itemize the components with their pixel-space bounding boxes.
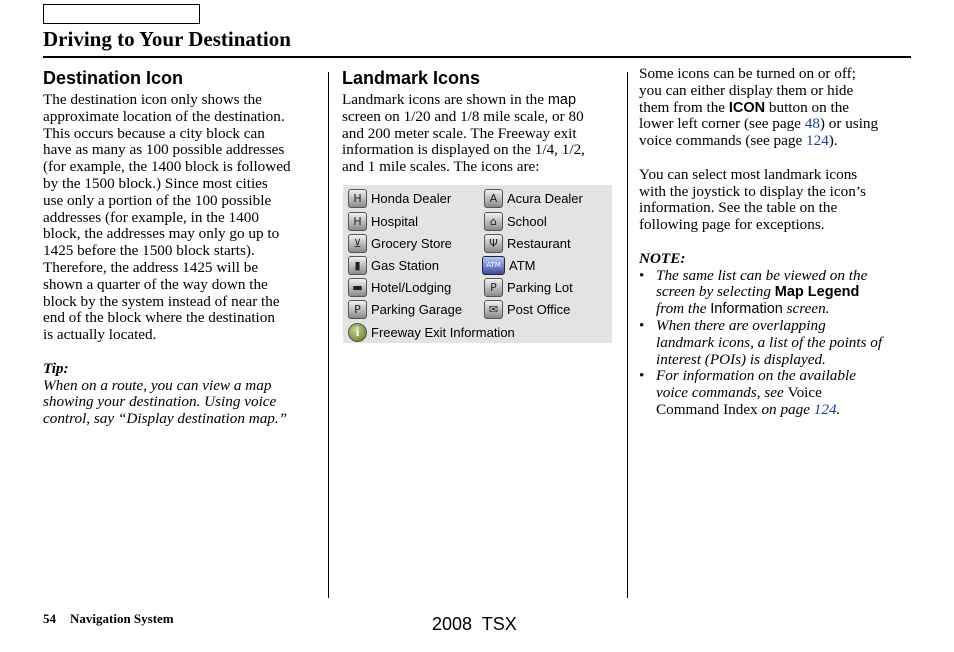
- text-line: use only a portion of the 100 possible: [43, 191, 272, 209]
- page-link-48[interactable]: 48: [804, 115, 820, 133]
- page-link-124[interactable]: 124: [813, 400, 837, 418]
- text-line: The destination icon only shows the: [43, 91, 262, 108]
- footer-section: Navigation System: [70, 611, 174, 626]
- icon-row: [343, 187, 612, 209]
- icon-row: [343, 232, 612, 254]
- text-line: and 200 meter scale. The Freeway exit: [342, 124, 577, 142]
- footer-model: 2008 TSX: [432, 614, 517, 634]
- icon-label: Hotel/Lodging: [371, 279, 452, 295]
- information-screen-label: Information: [710, 301, 783, 318]
- column-icon-options: [639, 66, 919, 419]
- icon-row: [343, 254, 612, 276]
- text-line: This occurs because a city block can: [43, 124, 265, 142]
- text-line: screen on 1/20 and 1/8 mile scale, or 80: [342, 107, 584, 125]
- text-line: shown a quarter of the way down the: [43, 275, 268, 293]
- icon-button-label: ICON: [728, 99, 766, 116]
- school-icon: ⌂: [484, 212, 503, 231]
- destination-icon-paragraph: [43, 92, 321, 344]
- text-line: information. See the table on the: [639, 199, 838, 217]
- text-line: following page for exceptions.: [639, 216, 825, 234]
- gas-pump-icon: ▮: [348, 256, 367, 275]
- header-tab-box: [43, 4, 200, 24]
- icon-label: Grocery Store: [371, 235, 452, 251]
- text-line: is actually located.: [43, 326, 157, 344]
- icon-label: Parking Lot: [507, 279, 573, 295]
- text-line: end of the block where the destination: [43, 309, 275, 327]
- map-legend-label: Map Legend: [774, 284, 860, 301]
- joystick-paragraph: [639, 167, 919, 234]
- text-line: with the joystick to display the icon’s: [639, 182, 866, 200]
- map-screen-label: map: [547, 92, 577, 108]
- section-heading-landmark-icons: Landmark Icons: [342, 68, 481, 88]
- section-heading-destination-icon: Destination Icon: [43, 68, 184, 88]
- icon-row: [343, 321, 612, 343]
- icon-label: Acura Dealer: [507, 190, 583, 206]
- landmark-icon-table: [343, 185, 612, 343]
- text-line: them from the ICON button on the: [639, 98, 850, 116]
- info-icon: i: [348, 323, 367, 342]
- text-line: you can either display them or hide: [639, 81, 854, 99]
- text-line: and 1 mile scales. The icons are:: [342, 158, 540, 176]
- text-line: Some icons can be turned on or off;: [639, 65, 856, 82]
- icon-row: [343, 210, 612, 232]
- voice-command-index-ref: Voice: [787, 384, 822, 402]
- icon-row: [343, 298, 612, 320]
- text-line: block by the system instead of near the: [43, 292, 280, 310]
- note-label: NOTE:: [639, 249, 686, 267]
- parking-garage-icon: P: [348, 300, 367, 319]
- list-item: • For information on the available voice commands, see Voice Command Index on page 124.: [639, 367, 856, 418]
- note-list: [639, 268, 919, 419]
- parking-lot-icon: P: [484, 278, 503, 297]
- icon-label: School: [507, 213, 547, 229]
- post-office-icon: ✉: [484, 300, 503, 319]
- text-line: 1425 before the 1500 block starts).: [43, 242, 255, 260]
- icon-label: Gas Station: [371, 257, 439, 273]
- footer: [43, 611, 174, 627]
- text-line: by the 1500 block.) Since most cities: [43, 174, 268, 192]
- text-line: approximate location of the destination.: [43, 107, 285, 125]
- text-line: addresses (for example, in the 1400: [43, 208, 259, 226]
- restaurant-icon: Ψ: [484, 234, 503, 253]
- column-divider-2: [627, 72, 628, 598]
- acura-logo-icon: A: [484, 189, 503, 208]
- tip-text: [43, 378, 321, 428]
- icon-label: Freeway Exit Information: [371, 324, 515, 340]
- text-line: block, the addresses may only go up to: [43, 225, 280, 243]
- icon-label: Hospital: [371, 213, 418, 229]
- grocery-cart-icon: ⊻: [348, 234, 367, 253]
- text-line: voice commands (see page 124).: [639, 132, 838, 150]
- icon-toggle-paragraph: [639, 66, 919, 150]
- text-line: You can select most landmark icons: [639, 165, 858, 183]
- page-number: 54: [43, 611, 56, 626]
- tip-label: Tip:: [43, 359, 69, 377]
- text-line: have as many as 100 possible addresses: [43, 141, 285, 159]
- column-destination-icon: [43, 66, 321, 428]
- icon-label: Restaurant: [507, 235, 571, 251]
- honda-logo-icon: H: [348, 189, 367, 208]
- icon-label: Post Office: [507, 301, 571, 317]
- icon-label: ATM: [509, 257, 536, 273]
- text-line: showing your destination. Using voice: [43, 393, 277, 411]
- column-divider-1: [328, 72, 329, 598]
- text-line: (for example, the 1400 block is followed: [43, 158, 291, 176]
- icon-label: Parking Garage: [371, 301, 463, 317]
- icon-label: Honda Dealer: [371, 190, 452, 206]
- hotel-bed-icon: ▬: [348, 278, 367, 297]
- text-line: information is displayed on the 1/4, 1/2,: [342, 141, 585, 159]
- text-line: When on a route, you can view a map: [43, 376, 272, 394]
- list-item: • The same list can be viewed on the screen by selecting Map Legend from the Information screen.: [639, 266, 868, 318]
- column-landmark-icons: [342, 66, 622, 176]
- text-line: lower left corner (see page 48) or using: [639, 115, 879, 133]
- hospital-icon: H: [348, 212, 367, 231]
- icon-row: [343, 276, 612, 298]
- text-line: control, say “Display destination map.”: [43, 410, 288, 428]
- list-item: • When there are overlapping landmark icons, a list of the points of interest (POIs) is displayed.: [639, 316, 883, 368]
- text-line: Therefore, the address 1425 will be: [43, 258, 259, 276]
- page-link-124[interactable]: 124: [806, 132, 829, 150]
- page-title: Driving to Your Destination: [43, 27, 291, 51]
- text-line: Landmark icons are shown in the map: [342, 91, 577, 108]
- landmark-icons-paragraph: [342, 92, 622, 176]
- atm-icon: ATM: [482, 256, 505, 275]
- title-divider: [43, 56, 911, 58]
